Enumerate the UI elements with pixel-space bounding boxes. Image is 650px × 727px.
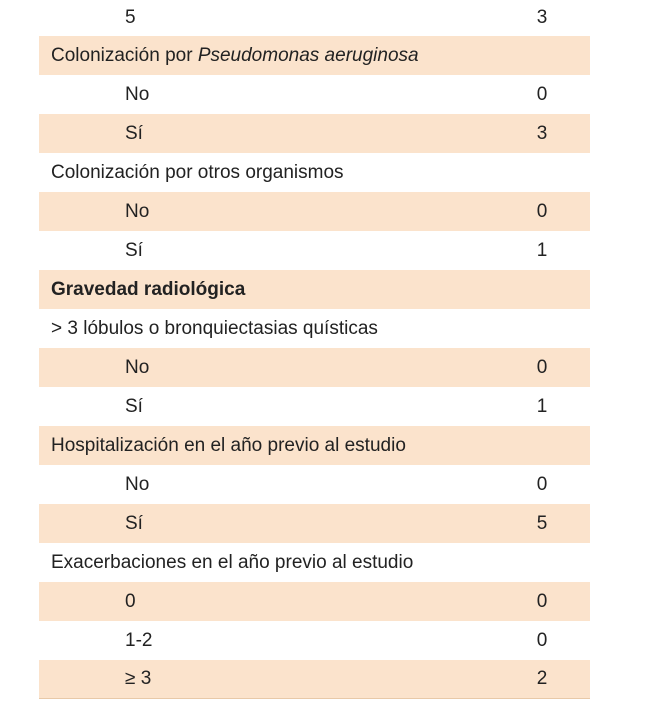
category-label-prefix: Colonización por [51, 45, 198, 66]
option-label: ≥ 3 [39, 660, 502, 699]
table-row [39, 348, 590, 387]
section-heading: Gravedad radiológica [39, 270, 502, 309]
points-value: 3 [502, 114, 590, 153]
table-row [39, 504, 590, 543]
points-value: 0 [536, 84, 548, 105]
points-value [502, 153, 590, 192]
points-value: 3 [536, 7, 548, 28]
points-value: 2 [502, 660, 590, 699]
points-value [502, 309, 590, 348]
table-row [39, 465, 590, 504]
option-label: No [39, 192, 502, 231]
category-label [39, 36, 502, 75]
option-label: 5 [125, 7, 136, 28]
points-value: 1 [536, 240, 548, 261]
table-row [39, 426, 590, 465]
points-value: 0 [536, 630, 548, 651]
option-label: No [125, 474, 150, 495]
option-label: No [39, 348, 502, 387]
points-value: 1 [536, 396, 548, 417]
option-label: Sí [39, 114, 502, 153]
category-label: Colonización por otros organismos [51, 162, 344, 183]
points-value: 0 [502, 192, 590, 231]
table-row [39, 231, 590, 270]
table-row [39, 387, 590, 426]
option-label: No [125, 84, 150, 105]
points-value [502, 270, 590, 309]
table-row [39, 192, 590, 231]
table-row [39, 621, 590, 660]
points-value: 0 [536, 474, 548, 495]
points-value [502, 543, 590, 582]
table-row [39, 75, 590, 114]
table-row [39, 543, 590, 582]
table-row [39, 582, 590, 621]
table-row [39, 36, 590, 75]
table-row [39, 309, 590, 348]
points-value: 0 [502, 348, 590, 387]
organism-name: Pseudomonas aeruginosa [197, 45, 419, 66]
category-label: Hospitalización en el año previo al estudio [39, 426, 502, 465]
table-row [39, 153, 590, 192]
points-value: 0 [502, 582, 590, 621]
category-label: > 3 lóbulos o bronquiectasias quísticas [51, 318, 378, 339]
option-label: 0 [39, 582, 502, 621]
category-label: Exacerbaciones en el año previo al estudio [51, 552, 414, 573]
points-value: 5 [502, 504, 590, 543]
option-label: Sí [125, 240, 143, 261]
table-row [39, 270, 590, 309]
option-label: 1-2 [125, 630, 153, 651]
table-row [39, 660, 590, 699]
scoring-table [39, 0, 590, 699]
table-row [39, 0, 590, 36]
option-label: Sí [125, 396, 143, 417]
points-value [502, 426, 590, 465]
option-label: Sí [39, 504, 502, 543]
points-value [502, 36, 590, 75]
table-row [39, 114, 590, 153]
